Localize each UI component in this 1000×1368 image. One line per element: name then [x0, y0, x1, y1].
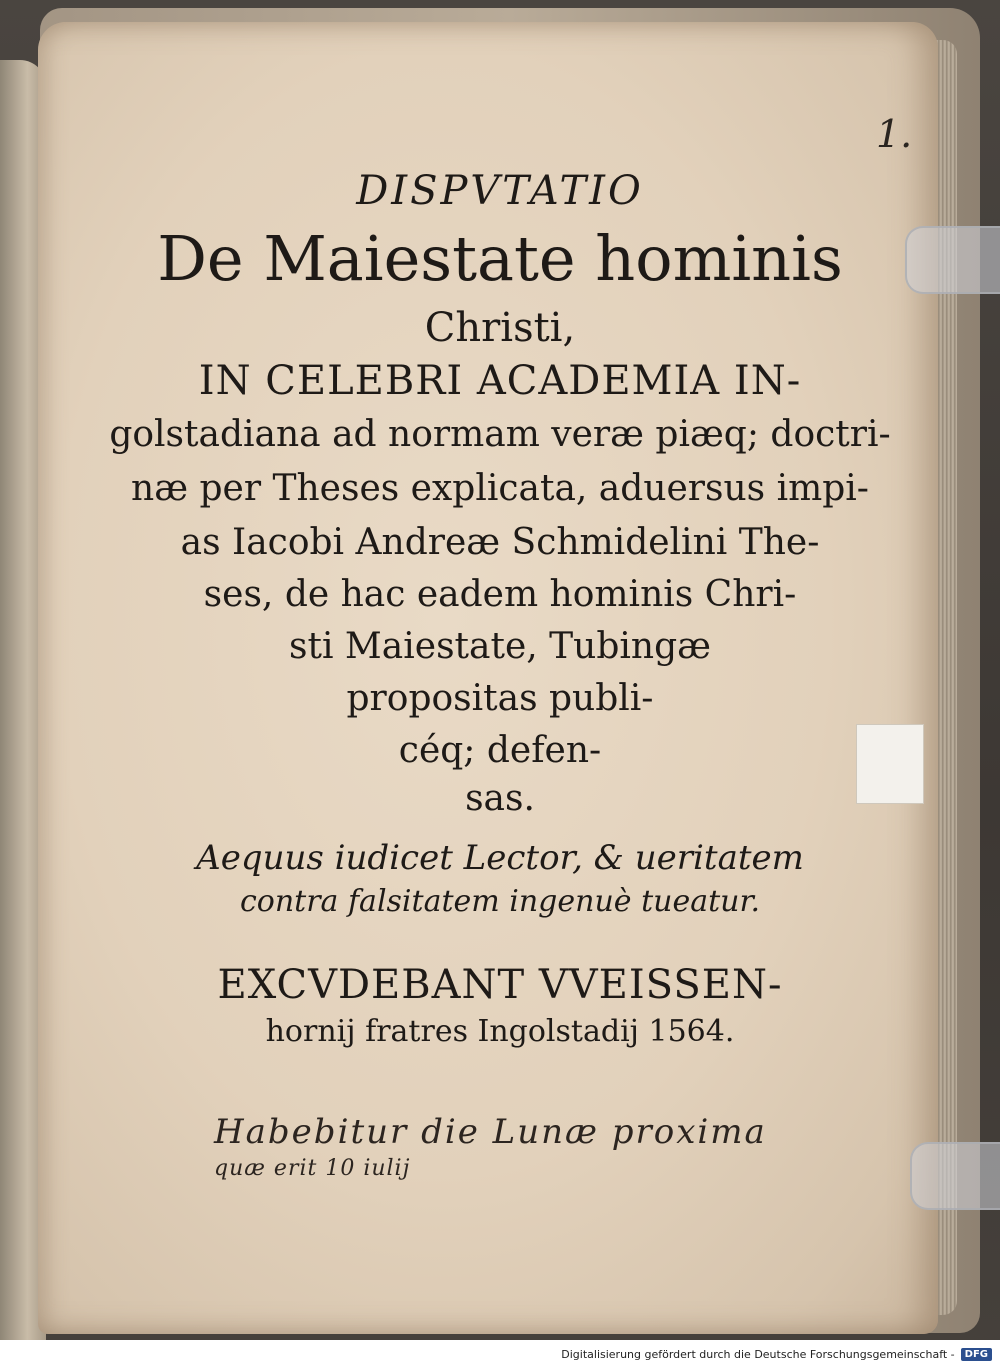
dfg-logo: DFG [961, 1348, 992, 1361]
imprint-line: hornij fratres Ingolstadij 1564. [265, 1014, 735, 1049]
handwritten-note-line: quæ erit 10 iulij [214, 1156, 411, 1181]
title-disputatio: DISPVTATIO [356, 168, 644, 214]
motto-line: Aequus iudicet Lector, & ueritatem [196, 838, 804, 878]
clip-bottom [910, 1142, 1000, 1210]
footer-credit: Digitalisierung gefördert durch die Deutsche Forschungsgemeinschaft - [561, 1347, 955, 1361]
motto-line: contra falsitatem ingenuè tueatur. [239, 884, 761, 919]
title-academia: IN CELEBRI ACADEMIA IN- [198, 358, 802, 404]
handwritten-note-line: Habebitur die Lunæ proxima [214, 1112, 767, 1152]
folio-number: 1. [876, 112, 913, 156]
title-line: propositas publi- [346, 678, 654, 719]
imprint-line: EXCVDEBANT VVEISSEN- [217, 962, 783, 1008]
title-line: as Iacobi Andreæ Schmidelini The- [180, 522, 820, 563]
title-line: céq; defen- [398, 730, 602, 771]
title-line: ses, de hac eadem hominis Chri- [203, 574, 797, 615]
digitization-footer [0, 1340, 1000, 1368]
title-christi: Christi, [424, 305, 576, 351]
title-line: næ per Theses explicata, aduersus impi- [131, 468, 869, 509]
title-line: golstadiana ad normam veræ piæq; doctri- [109, 414, 891, 455]
title-line: sas. [465, 778, 535, 819]
title-main: De Maiestate hominis [157, 222, 843, 295]
title-line: sti Maiestate, Tubingæ [289, 626, 711, 667]
